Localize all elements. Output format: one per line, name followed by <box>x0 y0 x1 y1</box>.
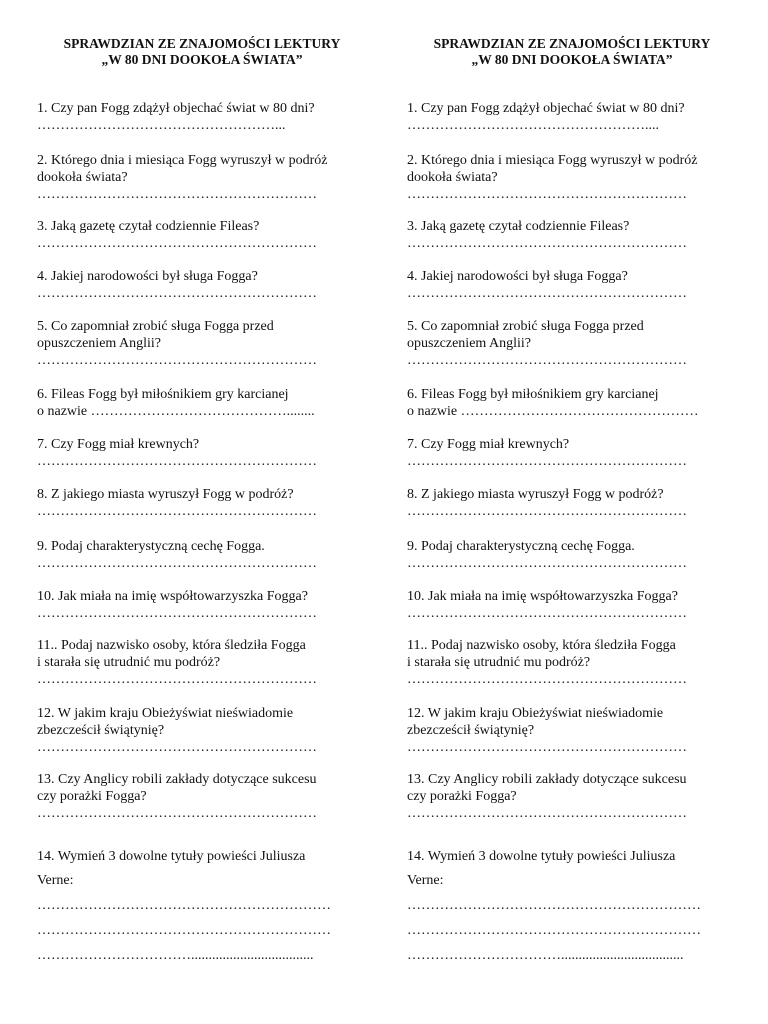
answer-line[interactable]: …………………………………………………… <box>407 740 687 755</box>
question-text: 7. Czy Fogg miał krewnych? <box>37 437 200 452</box>
question-text: 4. Jakiej narodowości był sługa Fogga? <box>407 269 628 284</box>
question-text: 2. Którego dnia i miesiąca Fogg wyruszył w podróż <box>37 153 328 168</box>
question-text: 8. Z jakiego miasta wyruszył Fogg w podróż? <box>37 487 294 502</box>
answer-line[interactable]: ……………………………................................... <box>37 948 314 963</box>
question-text: 12. W jakim kraju Obieżyświat nieświadomie <box>407 706 664 721</box>
question-item <box>37 318 377 369</box>
question-item <box>37 386 377 420</box>
question-item <box>37 436 377 470</box>
question-text: o nazwie ……………………………………........ <box>37 404 315 419</box>
answer-line[interactable]: ……………………………………………………… <box>407 923 701 938</box>
question-text: 6. Fileas Fogg był miłośnikiem gry karcianej <box>37 387 289 402</box>
answer-line[interactable]: …………………………………………………… <box>407 606 687 621</box>
question-text: 2. Którego dnia i miesiąca Fogg wyruszył w podróż <box>407 153 698 168</box>
answer-line[interactable]: …………………………………………………… <box>37 504 317 519</box>
answer-line[interactable]: ……………………………………………………… <box>37 898 331 913</box>
question-item <box>407 705 747 756</box>
question-text: Verne: <box>37 873 74 888</box>
answer-line[interactable]: …………………………………………………… <box>37 286 317 301</box>
question-item <box>407 218 747 252</box>
answer-line[interactable]: …………………………………………………… <box>37 806 317 821</box>
question-text: opuszczeniem Anglii? <box>407 336 532 351</box>
question-text: czy porażki Fogga? <box>407 789 517 804</box>
question-item <box>407 268 747 302</box>
question-item <box>37 637 377 688</box>
question-text: 11.. Podaj nazwisko osoby, która śledziła Fogga <box>37 638 306 653</box>
question-item <box>37 771 377 822</box>
question-text: 13. Czy Anglicy robili zakłady dotyczące sukcesu <box>407 772 687 787</box>
question-text: 11.. Podaj nazwisko osoby, która śledziła Fogga <box>407 638 676 653</box>
answer-line[interactable]: …………………………………………………… <box>407 187 687 202</box>
question-text: 3. Jaką gazetę czytał codziennie Fileas? <box>407 219 630 234</box>
question-text: 14. Wymień 3 dowolne tytuły powieści Juliusza <box>37 849 306 864</box>
question-text: o nazwie …………………………………………… <box>407 404 699 419</box>
answer-line[interactable]: …………………………………………………… <box>407 286 687 301</box>
worksheet-title <box>37 36 367 68</box>
question-item <box>37 152 377 203</box>
question-text: 14. Wymień 3 dowolne tytuły powieści Juliusza <box>407 849 676 864</box>
question-text: 10. Jak miała na imię współtowarzyszka Fogga? <box>407 589 678 604</box>
question-item <box>407 538 747 572</box>
question-text: 1. Czy pan Fogg zdążył objechać świat w 80 dni? <box>407 101 685 116</box>
question-text: 5. Co zapomniał zrobić sługa Fogga przed <box>37 319 274 334</box>
answer-line[interactable]: …………………………………………………… <box>37 556 317 571</box>
question-text: 5. Co zapomniał zrobić sługa Fogga przed <box>407 319 644 334</box>
question-item-14 <box>37 848 377 964</box>
question-text: 8. Z jakiego miasta wyruszył Fogg w podróż? <box>407 487 664 502</box>
answer-line[interactable]: …………………………………………………… <box>37 187 317 202</box>
answer-line[interactable]: …………………………………………………… <box>407 556 687 571</box>
answer-line[interactable]: …………………………………………………… <box>407 353 687 368</box>
answer-line[interactable]: …………………………………………………… <box>37 353 317 368</box>
question-text: dookoła świata? <box>407 170 498 185</box>
question-item <box>407 588 747 622</box>
question-text: 1. Czy pan Fogg zdążył objechać świat w 80 dni? <box>37 101 315 116</box>
question-text: 3. Jaką gazetę czytał codziennie Fileas? <box>37 219 260 234</box>
question-text: 13. Czy Anglicy robili zakłady dotyczące sukcesu <box>37 772 317 787</box>
answer-line[interactable]: …………………………………………………… <box>37 606 317 621</box>
title-line-2: „W 80 DNI DOOKOŁA ŚWIATA” <box>101 52 303 67</box>
question-text: i starała się utrudnić mu podróż? <box>37 655 221 670</box>
question-item <box>37 705 377 756</box>
question-text: 9. Podaj charakterystyczną cechę Fogga. <box>407 539 635 554</box>
answer-line[interactable]: …………………………………………………… <box>407 454 687 469</box>
question-item <box>407 386 747 420</box>
question-item <box>407 100 747 134</box>
title-line-1: SPRAWDZIAN ZE ZNAJOMOŚCI LEKTURY <box>433 36 711 51</box>
question-item <box>37 100 377 134</box>
question-text: 6. Fileas Fogg był miłośnikiem gry karcianej <box>407 387 659 402</box>
title-line-2: „W 80 DNI DOOKOŁA ŚWIATA” <box>471 52 673 67</box>
question-text: dookoła świata? <box>37 170 128 185</box>
question-text: 12. W jakim kraju Obieżyświat nieświadomie <box>37 706 294 721</box>
answer-line[interactable]: …………………………………………………… <box>407 236 687 251</box>
answer-line[interactable]: …………………………………………………… <box>37 236 317 251</box>
question-item-14 <box>407 848 747 964</box>
question-text: zbezcześcił świątynię? <box>37 723 165 738</box>
question-item <box>37 268 377 302</box>
answer-line[interactable]: ……………………………................................... <box>407 948 684 963</box>
answer-line[interactable]: ……………………………………………………… <box>37 923 331 938</box>
question-text: zbezcześcił świątynię? <box>407 723 535 738</box>
answer-line[interactable]: …………………………………………………… <box>37 740 317 755</box>
question-item <box>37 218 377 252</box>
question-text: 10. Jak miała na imię współtowarzyszka Fogga? <box>37 589 308 604</box>
answer-line[interactable]: …………………………………………………… <box>37 454 317 469</box>
question-item <box>407 486 747 520</box>
answer-line[interactable]: …………………………………………………… <box>407 504 687 519</box>
question-text: 7. Czy Fogg miał krewnych? <box>407 437 570 452</box>
question-item <box>37 588 377 622</box>
question-item <box>407 436 747 470</box>
question-item <box>37 486 377 520</box>
question-text: czy porażki Fogga? <box>37 789 147 804</box>
worksheet-title <box>407 36 737 68</box>
question-text: Verne: <box>407 873 444 888</box>
answer-line[interactable]: …………………………………………….... <box>407 118 659 133</box>
question-text: i starała się utrudnić mu podróż? <box>407 655 591 670</box>
answer-line[interactable]: …………………………………………………… <box>407 672 687 687</box>
question-item <box>407 637 747 688</box>
question-text: 9. Podaj charakterystyczną cechę Fogga. <box>37 539 265 554</box>
answer-line[interactable]: ……………………………………………... <box>37 118 286 133</box>
answer-line[interactable]: …………………………………………………… <box>407 806 687 821</box>
question-text: opuszczeniem Anglii? <box>37 336 162 351</box>
title-line-1: SPRAWDZIAN ZE ZNAJOMOŚCI LEKTURY <box>63 36 341 51</box>
question-text: 4. Jakiej narodowości był sługa Fogga? <box>37 269 258 284</box>
answer-line[interactable]: ……………………………………………………… <box>407 898 701 913</box>
answer-line[interactable]: …………………………………………………… <box>37 672 317 687</box>
question-item <box>407 152 747 203</box>
question-item <box>37 538 377 572</box>
question-item <box>407 771 747 822</box>
question-item <box>407 318 747 369</box>
